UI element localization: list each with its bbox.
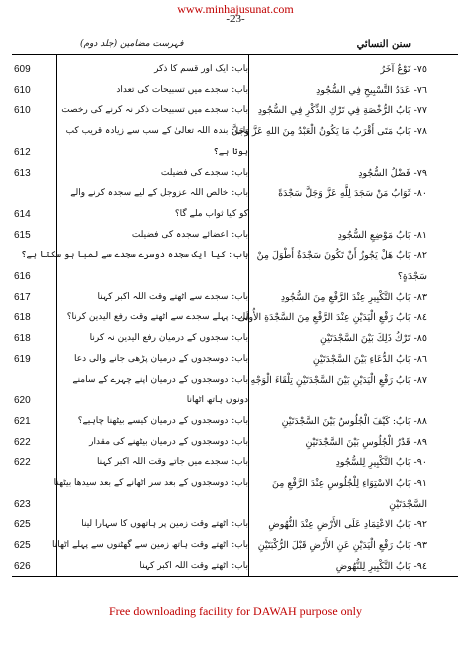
toc-row <box>0 517 471 535</box>
arabic-chapter-title: ٧٦- عَدَدُ التَّسْبِيحِ فِي السُّجُودِ <box>316 84 427 96</box>
toc-row <box>0 83 471 101</box>
urdu-chapter-title: باب: دوسجدوں کے درمیان اپنے چہرے کے سامنے <box>72 374 248 385</box>
toc-row <box>0 559 471 577</box>
toc-row <box>0 248 471 266</box>
page-ref: 623 <box>14 498 31 510</box>
toc-row <box>0 414 471 432</box>
urdu-chapter-title: باب: دوسجدوں کے درمیان کیسے بیٹھنا چاہیے؟ <box>77 415 248 426</box>
toc-row <box>0 373 471 391</box>
toc-row <box>0 476 471 494</box>
arabic-chapter-title: ٨٦- بَابُ الدُّعَاءِ بَيْنَ السَّجْدَتَيْنِ <box>312 353 427 365</box>
urdu-chapter-title: باب: کیا ایک سجدہ دوسرے سجدے سے لمبا ہو سکتا ہے؟ <box>21 250 248 261</box>
page-ref: 618 <box>14 312 31 324</box>
urdu-chapter-title: کو کیا ثواب ملے گا؟ <box>174 208 248 219</box>
urdu-chapter-title: باب: سجدے میں تسبیحات کی تعداد <box>116 84 248 95</box>
arabic-chapter-title: ٩٠- بَابُ التَّكْبِيرِ لِلسُّجُودِ <box>335 457 427 469</box>
urdu-chapter-title: باب: سجدے کی فضیلت <box>160 167 248 178</box>
toc-row <box>0 103 471 121</box>
urdu-chapter-title: ہوتا ہے؟ <box>213 146 248 157</box>
urdu-chapter-title: باب: دوسجدوں کے درمیان پڑھی جانے والی دعا <box>74 353 248 364</box>
arabic-chapter-title: ٧٨- بَابُ مَتَى أَقْرَبُ مَا يَكُونُ الْعَبْدُ مِنَ اللهِ عَزَّ وَجَلَّ <box>231 126 427 138</box>
toc-row <box>0 166 471 184</box>
page-ref: 609 <box>14 64 31 75</box>
urdu-chapter-title: باب: اعضائے سجدہ کی فضیلت <box>131 229 248 240</box>
urdu-chapter-title: باب: پہلے سجدے سے اٹھتے وقت رفع الیدین کرنا؟ <box>66 312 248 323</box>
page-ref: 622 <box>14 436 31 448</box>
footer-note: Free downloading facility for DAWAH purpose only <box>109 604 362 618</box>
page-ref: 622 <box>14 457 31 469</box>
urdu-chapter-title: باب: سجدوں کے درمیان رفع الیدین نہ کرنا <box>89 333 248 344</box>
arabic-chapter-title: ٩٣- بَابُ رَفْعِ الْيَدَيْنِ عَنِ الأَرْضِ قَبْلَ الرُّكْبَتَيْنِ <box>257 540 427 552</box>
urdu-chapter-title: دونوں ہاتھ اٹھانا <box>186 395 248 406</box>
page-ref: 613 <box>14 167 31 179</box>
toc-row <box>0 455 471 473</box>
arabic-chapter-title: سَجْدَةٍ؟ <box>397 271 427 282</box>
book-title: سنن النسائي <box>356 39 411 50</box>
toc-row <box>0 207 471 225</box>
toc-row <box>0 186 471 204</box>
toc-row <box>0 290 471 308</box>
page-ref: 625 <box>14 540 31 552</box>
arabic-chapter-title: ٨٢- بَابٌ هَلْ يَجُوزُ أَنْ تَكُونَ سَجْدَةٌ أَطْوَلَ مِنْ <box>256 250 427 262</box>
arabic-chapter-title: ٩١- بَابُ الاسْتِوَاءِ لِلْجُلُوسِ عِنْدَ الرَّفْعِ مِنَ <box>272 478 427 489</box>
arabic-chapter-title: ٨٠- ثَوَابُ مَنْ سَجَدَ لِلَّهِ عَزَّ وَجَلَّ سَجْدَةً <box>278 188 427 200</box>
arabic-chapter-title: ٨٩- قَدْرُ الْجُلُوسِ بَيْنَ السَّجْدَتَيْنِ <box>305 436 427 448</box>
urdu-chapter-title: باب: بندہ اللہ تعالیٰ کے سب سے زیادہ قریب کب <box>65 126 248 137</box>
urdu-chapter-title: باب: سجدے سے اٹھتے وقت اللہ اکبر کہنا <box>97 291 248 302</box>
urdu-chapter-title: باب: دوسجدوں کے بعد سر اٹھانے کے بعد سیدھا بیٹھنا <box>53 478 248 488</box>
arabic-chapter-title: ٧٥- نَوْعٌ آخَرُ <box>380 64 427 75</box>
arabic-chapter-title: ٩٢- بَابُ الاعْتِمَادِ عَلَى الأَرْضِ عِنْدَ النُّهُوضِ <box>268 519 427 531</box>
page-ref: 619 <box>14 353 31 365</box>
page-ref: 618 <box>14 333 31 345</box>
arabic-chapter-title: ٨١- بَابُ مَوْضِعِ السُّجُودِ <box>337 229 427 241</box>
urdu-chapter-title: باب: ایک اور قسم کا ذکر <box>154 64 248 74</box>
page-ref: 620 <box>14 395 31 407</box>
urdu-chapter-title: باب: اٹھتے وقت اللہ اکبر کہنا <box>139 560 248 571</box>
page-ref: 610 <box>14 84 31 96</box>
arabic-chapter-title: ٨٧- بَابُ رَفْعِ الْيَدَيْنِ بَيْنَ السَّجْدَتَيْنِ تِلْقَاءَ الْوَجْهِ <box>250 374 427 386</box>
arabic-chapter-title: ٧٧- بَابُ الرُّخْصَةِ فِي تَرْكِ الذِّكْرِ فِي السُّجُودِ <box>257 105 427 117</box>
toc-row <box>0 435 471 453</box>
urdu-chapter-title: باب: دوسجدوں کے درمیان بیٹھنے کی مقدار <box>89 436 248 447</box>
urdu-chapter-title: باب: سجدے میں جاتے وقت اللہ اکبر کہنا <box>96 457 248 468</box>
page-ref: 612 <box>14 146 31 158</box>
toc-row <box>0 331 471 349</box>
arabic-chapter-title: السَّجْدَتَيْنِ <box>389 498 427 510</box>
page-ref: 617 <box>14 291 31 303</box>
arabic-chapter-title: ٨٤- بَابُ رَفْعِ الْيَدَيْنِ عِنْدَ الرَّفْعِ مِنَ السَّجْدَةِ الأُولَى <box>237 312 427 324</box>
top-rule <box>12 54 458 55</box>
page-ref: 626 <box>14 560 31 572</box>
toc-row <box>0 352 471 370</box>
toc-row <box>0 269 471 287</box>
toc-row <box>0 310 471 328</box>
page-ref: 625 <box>14 519 31 531</box>
page-ref: 615 <box>14 229 31 241</box>
page-ref: 610 <box>14 105 31 117</box>
toc-row <box>0 145 471 163</box>
toc-row <box>0 228 471 246</box>
page-ref: 614 <box>14 208 31 220</box>
toc-row <box>0 62 471 80</box>
site-url: www.minhajusunat.com <box>177 2 294 16</box>
section-title: فہرست مضامین (جلد دوم) <box>80 39 184 49</box>
urdu-chapter-title: باب: سجدے میں تسبیحات ذکر نہ کرنے کی رخصت <box>61 105 248 116</box>
urdu-chapter-title: باب: اٹھتے وقت زمین پر ہاتھوں کا سہارا لینا <box>81 519 248 530</box>
page-number: -23- <box>226 13 245 25</box>
urdu-chapter-title: باب: خالص اللہ عزوجل کے لیے سجدہ کرنے والے <box>70 188 248 199</box>
toc-row <box>0 393 471 411</box>
toc-row <box>0 124 471 142</box>
arabic-chapter-title: ٨٥- تَرْكُ ذَلِكَ بَيْنَ السَّجْدَتَيْنِ <box>320 333 427 345</box>
arabic-chapter-title: ٨٣- بَابُ التَّكْبِيرِ عِنْدَ الرَّفْعِ مِنَ السُّجُودِ <box>280 291 427 303</box>
arabic-chapter-title: ٩٤- بَابُ التَّكْبِيرِ لِلنُّهُوضِ <box>335 560 427 572</box>
toc-row <box>0 538 471 556</box>
page-ref: 621 <box>14 415 31 427</box>
urdu-chapter-title: باب: اٹھتے وقت ہاتھ زمین سے گھٹنوں سے پہلے اٹھانا <box>52 540 248 551</box>
arabic-chapter-title: ٧٩- فَضْلُ السُّجُودِ <box>358 167 427 179</box>
toc-row <box>0 497 471 515</box>
arabic-chapter-title: ٨٨- بَابٌ: كَيْفَ الْجُلُوسُ بَيْنَ السَّجْدَتَيْنِ <box>281 415 427 427</box>
page-ref: 616 <box>14 271 31 282</box>
